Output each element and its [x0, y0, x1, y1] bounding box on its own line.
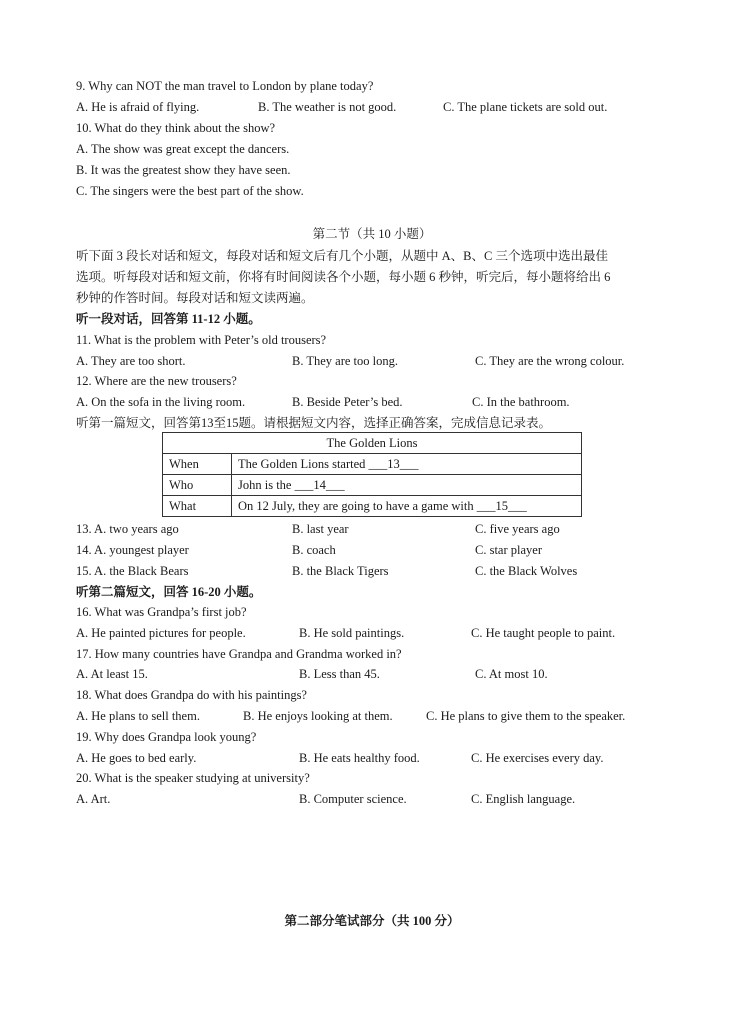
option-17b: B. Less than 45. [299, 667, 380, 681]
table-key: What [163, 496, 232, 517]
option-20c: C. English language. [471, 792, 576, 806]
option-15c: C. the Black Wolves [475, 564, 578, 578]
passage1-heading: 听第一篇短文，回答第13至15题。请根据短文内容，选择正确答案，完成信息记录表。 [76, 416, 552, 430]
option-19c: C. He exercises every day. [471, 751, 604, 765]
option-14b: B. coach [292, 543, 336, 557]
question-11: 11. What is the problem with Peter’s old trousers? [76, 333, 327, 347]
option-18c: C. He plans to give them to the speaker. [426, 709, 626, 723]
option-17c: C. At most 10. [475, 667, 548, 681]
table-key: When [163, 454, 232, 475]
question-20: 20. What is the speaker studying at university? [76, 771, 310, 785]
option-12c: C. In the bathroom. [472, 395, 570, 409]
option-11c: C. They are the wrong colour. [475, 354, 625, 368]
passage2-heading: 听第二篇短文，回答 16-20 小题。 [76, 585, 262, 599]
option-20b: B. Computer science. [299, 792, 407, 806]
question-19: 19. Why does Grandpa look young? [76, 730, 257, 744]
option-13a: 13. A. two years ago [76, 522, 179, 536]
option-18a: A. He plans to sell them. [76, 709, 200, 723]
option-11b: B. They are too long. [292, 354, 398, 368]
question-12: 12. Where are the new trousers? [76, 374, 237, 388]
info-record-table [162, 432, 582, 517]
table-value: On 12 July, they are going to have a game with ___15___ [232, 496, 582, 517]
option-9a: A. He is afraid of flying. [76, 100, 200, 114]
option-16b: B. He sold paintings. [299, 626, 405, 640]
option-15a: 15. A. the Black Bears [76, 564, 189, 578]
option-10a: A. The show was great except the dancers. [76, 142, 290, 156]
instructions-line-2: 选项。听每段对话和短文前，你将有时间阅读各个小题，每小题 6 秒钟，听完后，每小题将给出 6 [76, 270, 611, 284]
table-row [163, 454, 582, 475]
option-12b: B. Beside Peter’s bed. [292, 395, 403, 409]
table-row [163, 475, 582, 496]
option-16a: A. He painted pictures for people. [76, 626, 246, 640]
section-heading: 第二节（共 10 小题） [312, 227, 432, 241]
table-key: Who [163, 475, 232, 496]
table-row [163, 496, 582, 517]
table-title: The Golden Lions [163, 433, 582, 454]
table-value: The Golden Lions started ___13___ [232, 454, 582, 475]
option-18b: B. He enjoys looking at them. [243, 709, 393, 723]
dialogue-heading: 听一段对话，回答第 11-12 小题。 [76, 312, 261, 326]
question-18: 18. What does Grandpa do with his paintings? [76, 688, 307, 702]
part2-heading: 第二部分笔试部分（共 100 分） [284, 914, 460, 928]
option-14a: 14. A. youngest player [76, 543, 189, 557]
option-15b: B. the Black Tigers [292, 564, 389, 578]
instructions-line-1: 听下面 3 段长对话和短文，每段对话和短文后有几个小题，从题中 A、B、C 三个选项中选出最佳 [76, 249, 608, 263]
option-12a: A. On the sofa in the living room. [76, 395, 246, 409]
option-9b: B. The weather is not good. [258, 100, 397, 114]
option-13c: C. five years ago [475, 522, 560, 536]
table-value: John is the ___14___ [232, 475, 582, 496]
option-11a: A. They are too short. [76, 354, 186, 368]
option-17a: A. At least 15. [76, 667, 148, 681]
question-16: 16. What was Grandpa’s first job? [76, 605, 247, 619]
option-19a: A. He goes to bed early. [76, 751, 197, 765]
question-10: 10. What do they think about the show? [76, 121, 276, 135]
option-16c: C. He taught people to paint. [471, 626, 616, 640]
question-9: 9. Why can NOT the man travel to London by plane today? [76, 79, 374, 93]
option-19b: B. He eats healthy food. [299, 751, 420, 765]
instructions-line-3: 秒钟的作答时间。每段对话和短文读两遍。 [76, 291, 314, 305]
option-9c: C. The plane tickets are sold out. [443, 100, 608, 114]
question-17: 17. How many countries have Grandpa and Grandma worked in? [76, 647, 402, 661]
option-10c: C. The singers were the best part of the show. [76, 184, 304, 198]
option-10b: B. It was the greatest show they have seen. [76, 163, 291, 177]
option-14c: C. star player [475, 543, 542, 557]
option-13b: B. last year [292, 522, 349, 536]
option-20a: A. Art. [76, 792, 111, 806]
